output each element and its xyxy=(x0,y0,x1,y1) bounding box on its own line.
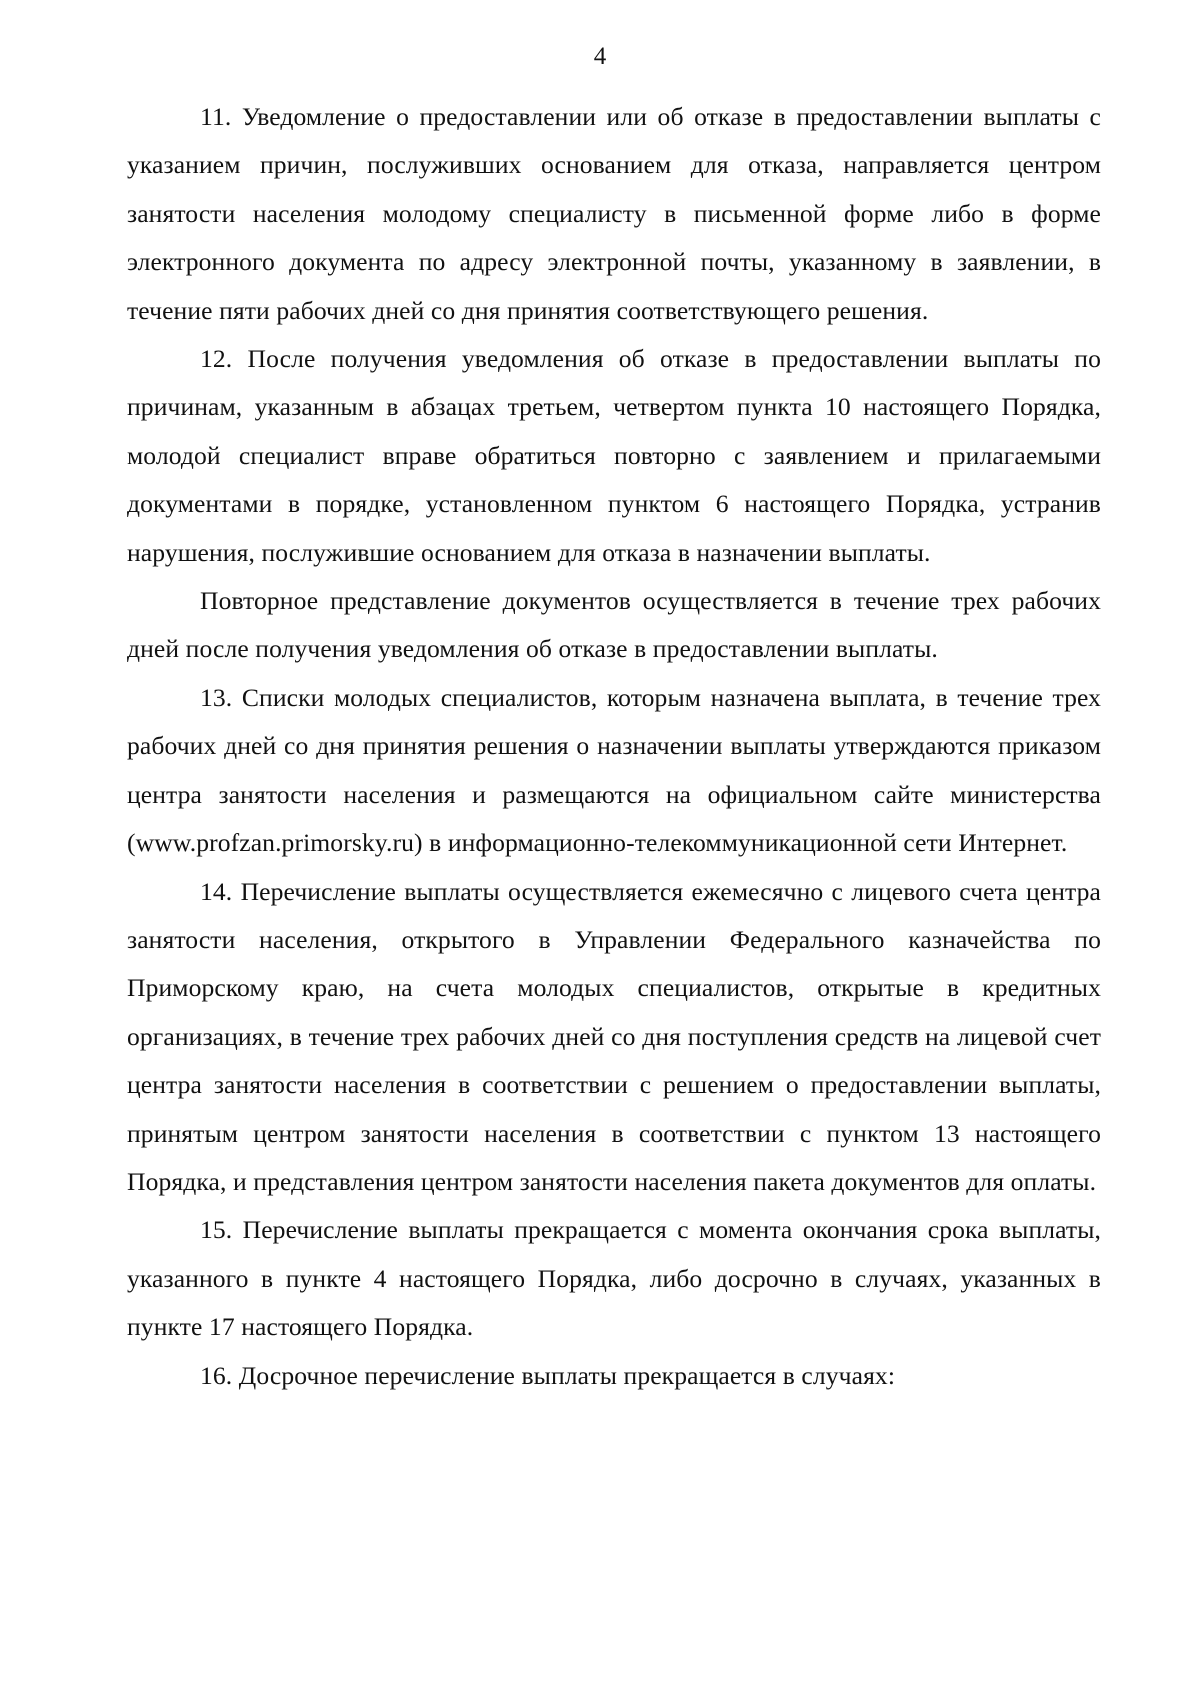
paragraph-14: 14. Перечисление выплаты осуществляется ежемесячно с лицевого счета центра занятости населения, открытого в Управлении Федерального казначейства по Приморскому краю, на счета молодых специалистов, открытые в кредитных организациях, в течение трех рабочих дней со дня поступления средств на лицевой счет центра занятости населения в соответствии с решением о предоставлении выплаты, принятым центром занятости населения в соответствии с пунктом 13 настоящего Порядка, и представления центром занятости населения пакета документов для оплаты. xyxy=(127,876,1101,1196)
page-number: 4 xyxy=(593,43,607,70)
paragraph-15: 15. Перечисление выплаты прекращается с момента окончания срока выплаты, указанного в пункте 4 настоящего Порядка, либо досрочно в случаях, указанных в пункте 17 настоящего Порядка. xyxy=(127,1215,1101,1342)
document-body xyxy=(127,93,1101,1400)
paragraph-12-continuation: Повторное представление документов осуществляется в течение трех рабочих дней после получения уведомления об отказе в предоставлении выплаты. xyxy=(127,586,1101,664)
paragraph-12: 12. После получения уведомления об отказе в предоставлении выплаты по причинам, указанным в абзацах третьем, четвертом пункта 10 настоящего Порядка, молодой специалист вправе обратиться повторно с заявлением и прилагаемыми документами в порядке, установленном пунктом 6 настоящего Порядка, устранив нарушения, послужившие основанием для отказа в назначении выплаты. xyxy=(127,344,1101,567)
paragraph-13: 13. Списки молодых специалистов, которым назначена выплата, в течение трех рабочих дней со дня принятия решения о назначении выплаты утверждаются приказом центра занятости населения и размещаются на официальном сайте министерства (www.profzan.primorsky.ru) в информационно-телекоммуникационной сети Интернет. xyxy=(127,682,1101,858)
paragraph-16: 16. Досрочное перечисление выплаты прекращается в случаях: xyxy=(200,1360,896,1390)
paragraph-11: 11. Уведомление о предоставлении или об отказе в предоставлении выплаты с указанием причин, послуживших основанием для отказа, направляется центром занятости населения молодому специалисту в письменной форме либо в форме электронного документа по адресу электронной почты, указанному в заявлении, в течение пяти рабочих дней со дня принятия соответствующего решения. xyxy=(127,102,1101,325)
